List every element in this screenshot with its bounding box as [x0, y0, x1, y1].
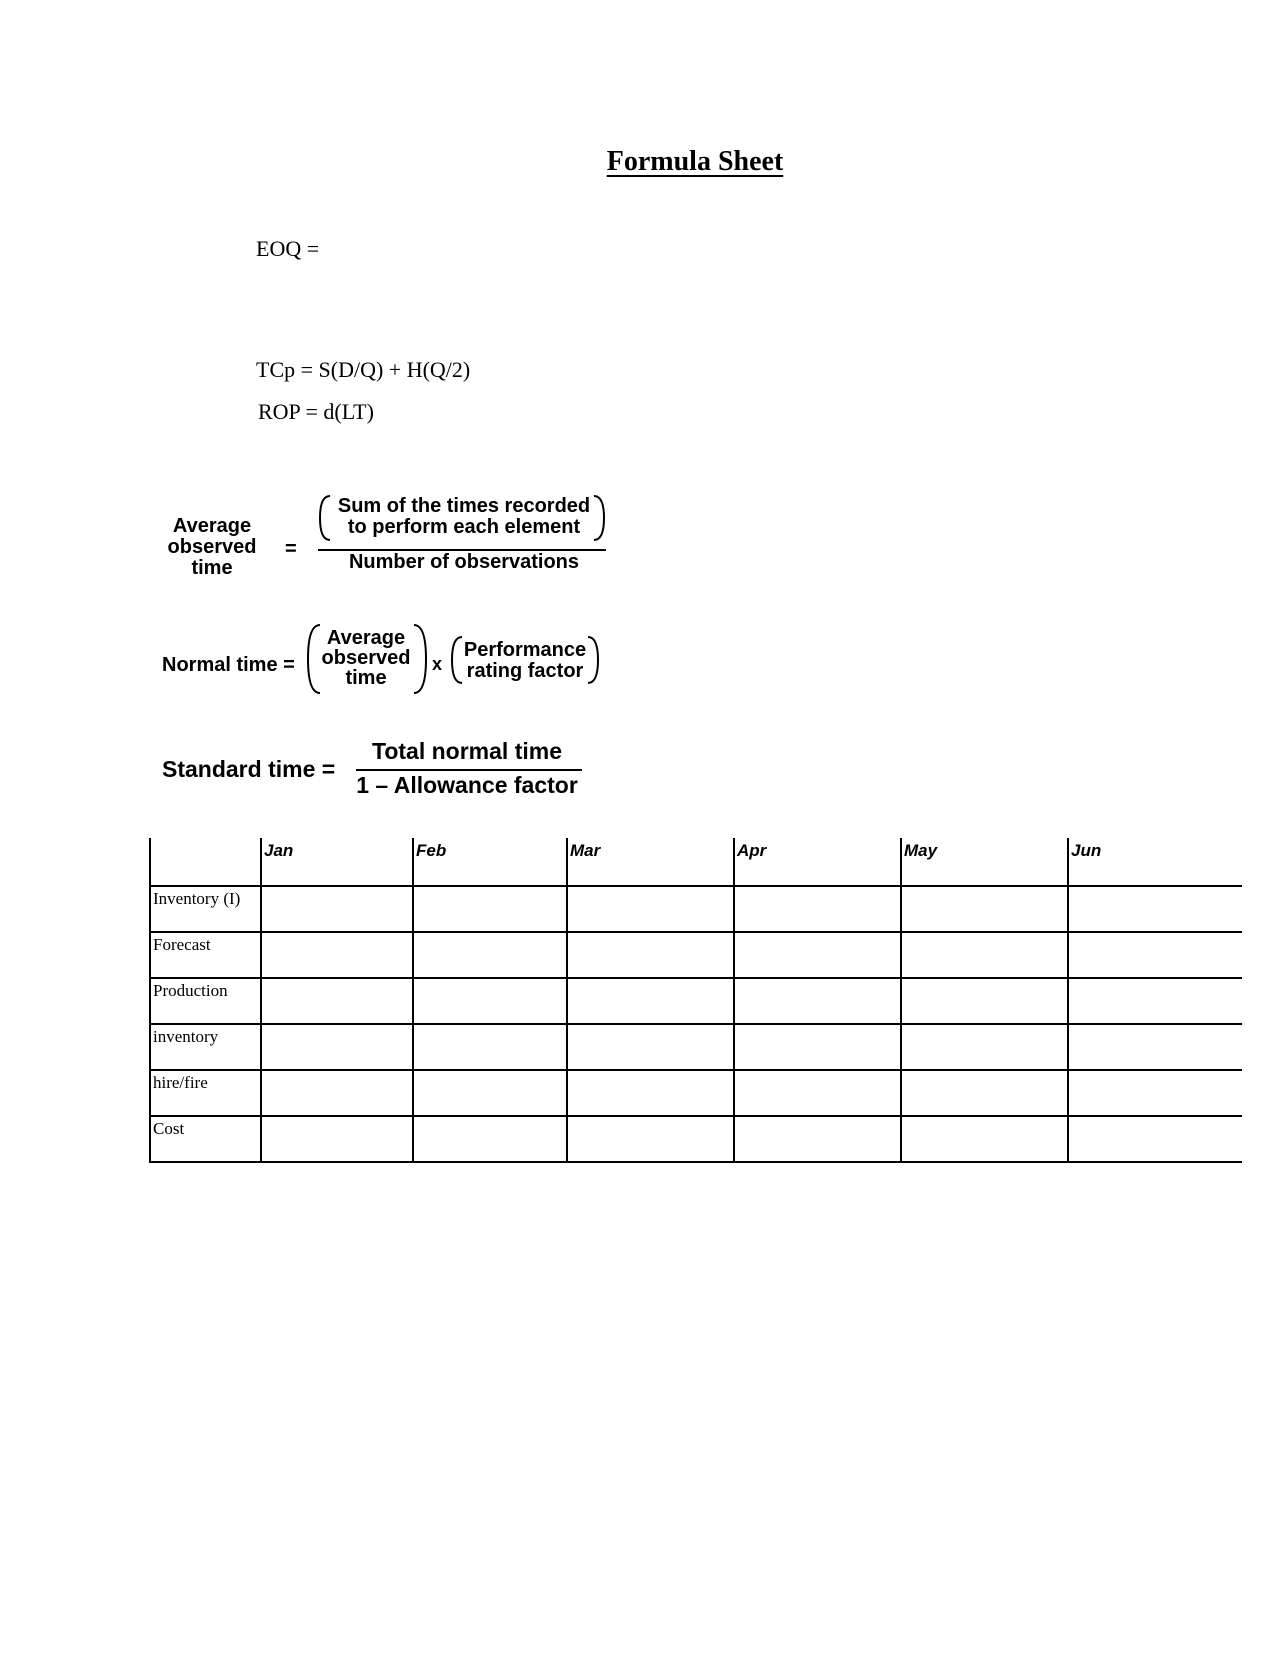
table-cell[interactable]: [261, 1024, 413, 1070]
standard-time-numerator: Total normal time: [372, 738, 562, 764]
table-cell[interactable]: [734, 1116, 901, 1162]
factor-b-line: rating factor: [466, 660, 584, 682]
table-cell[interactable]: [901, 886, 1068, 932]
table-row: [150, 978, 1242, 1024]
normal-time-factor-b: [460, 640, 590, 682]
table-cell[interactable]: [901, 1024, 1068, 1070]
table-header-row: [150, 838, 1242, 886]
table-cell[interactable]: [567, 1070, 734, 1116]
month-header-jan: Jan: [261, 838, 413, 886]
month-header-jun: Jun: [1068, 838, 1242, 886]
standard-time-lhs: Standard time =: [162, 756, 336, 782]
table-row: [150, 886, 1242, 932]
factor-a-line: Average: [326, 627, 406, 649]
aot-numerator: [318, 496, 610, 538]
table-row: [150, 1024, 1242, 1070]
table-corner-cell: [150, 838, 261, 886]
table-cell[interactable]: [413, 932, 567, 978]
factor-b-line: Performance: [463, 639, 587, 661]
table-cell[interactable]: [567, 1116, 734, 1162]
month-header-may: May: [901, 838, 1068, 886]
table-cell[interactable]: [567, 932, 734, 978]
table-cell[interactable]: [734, 1070, 901, 1116]
table-cell[interactable]: [413, 1024, 567, 1070]
table-cell[interactable]: [413, 1070, 567, 1116]
table-cell[interactable]: [901, 1070, 1068, 1116]
fraction-bar: [356, 769, 582, 771]
table-cell[interactable]: [1068, 1116, 1242, 1162]
table-cell[interactable]: [261, 1116, 413, 1162]
table-cell[interactable]: [261, 932, 413, 978]
aot-lhs-line: Average: [172, 515, 252, 537]
table-cell[interactable]: [413, 1116, 567, 1162]
factor-a-line: observed: [321, 647, 411, 669]
table-cell[interactable]: [261, 1070, 413, 1116]
planning-table: [149, 838, 1242, 1163]
aot-numerator-line: Sum of the times recorded: [337, 495, 591, 517]
month-header-feb: Feb: [413, 838, 567, 886]
table-cell[interactable]: [734, 978, 901, 1024]
table-cell[interactable]: [567, 978, 734, 1024]
aot-lhs-line: observed: [167, 536, 257, 558]
table-cell[interactable]: [261, 886, 413, 932]
table-cell[interactable]: [734, 932, 901, 978]
right-paren-icon: [412, 623, 428, 695]
rop-formula: ROP = d(LT): [258, 399, 374, 424]
aot-numerator-line: to perform each element: [347, 516, 581, 538]
factor-a-line: time: [345, 667, 387, 689]
aot-lhs-line: time: [191, 557, 233, 579]
month-header-mar: Mar: [567, 838, 734, 886]
table-cell[interactable]: [1068, 932, 1242, 978]
standard-time-denominator: 1 – Allowance factor: [356, 772, 578, 798]
table-row: [150, 1116, 1242, 1162]
aot-equals: =: [285, 538, 297, 560]
table-cell[interactable]: [261, 978, 413, 1024]
table-cell[interactable]: [901, 932, 1068, 978]
table-cell[interactable]: [901, 1116, 1068, 1162]
aot-denominator: Number of observations: [348, 551, 580, 573]
page-title: Formula Sheet: [606, 146, 784, 177]
table-cell[interactable]: [901, 978, 1068, 1024]
table-cell[interactable]: [567, 886, 734, 932]
row-label-cost: Cost: [150, 1116, 261, 1162]
table-cell[interactable]: [413, 886, 567, 932]
table-cell[interactable]: [734, 1024, 901, 1070]
month-header-apr: Apr: [734, 838, 901, 886]
table-cell[interactable]: [1068, 1024, 1242, 1070]
right-paren-icon: [586, 635, 600, 685]
row-label-inventory: inventory: [150, 1024, 261, 1070]
table-cell[interactable]: [413, 978, 567, 1024]
normal-time-lhs: Normal time =: [162, 654, 295, 676]
table-cell[interactable]: [734, 886, 901, 932]
tcp-formula: TCp = S(D/Q) + H(Q/2): [256, 357, 471, 382]
table-cell[interactable]: [567, 1024, 734, 1070]
aot-lhs: [152, 516, 272, 579]
times-sign: x: [432, 654, 443, 674]
table-cell[interactable]: [1068, 1070, 1242, 1116]
normal-time-factor-a: [318, 628, 414, 688]
table-row: [150, 1070, 1242, 1116]
row-label-inventory-i: Inventory (I): [150, 886, 261, 932]
eoq-formula: EOQ =: [256, 236, 320, 261]
row-label-forecast: Forecast: [150, 932, 261, 978]
table-cell[interactable]: [1068, 886, 1242, 932]
table-cell[interactable]: [1068, 978, 1242, 1024]
row-label-hire-fire: hire/fire: [150, 1070, 261, 1116]
row-label-production: Production: [150, 978, 261, 1024]
table-row: [150, 932, 1242, 978]
